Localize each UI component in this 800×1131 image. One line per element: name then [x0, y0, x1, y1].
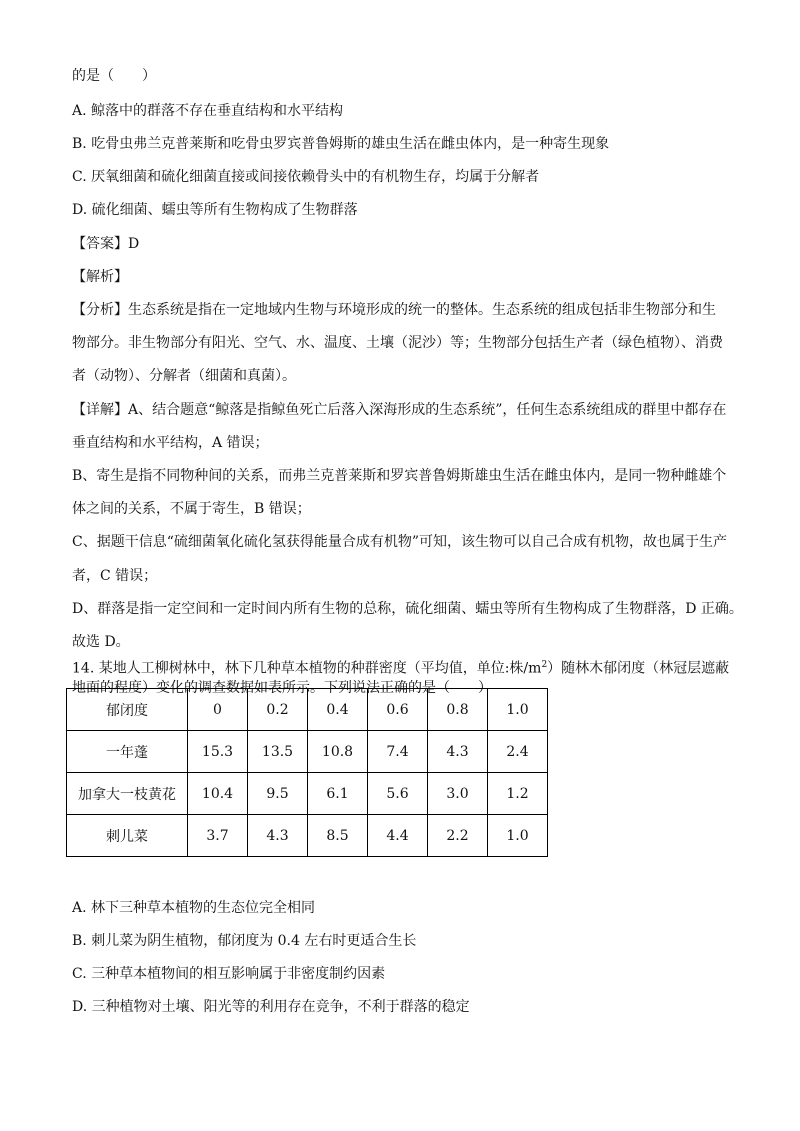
answer-line: 【答案】D — [72, 236, 140, 252]
table-cell: 10.8 — [308, 731, 368, 773]
detail-line: 垂直结构和水平结构，A 错误； — [72, 435, 269, 451]
table-cell: 3.7 — [188, 815, 248, 857]
table-cell: 10.4 — [188, 773, 248, 815]
detail-line: C、据题干信息“硫细菌氧化硫化氢获得能量合成有机物”可知，该生物可以自己合成有机物，故也属于生产 — [72, 534, 728, 550]
q14-stem-line-2: 地面的程度）变化的调查数据如表所示。下列说法正确的是（ ） — [72, 680, 492, 696]
table-header-cell: 0.4 — [308, 689, 368, 731]
option-d: D. 硫化细菌、蠕虫等所有生物构成了生物群落 — [72, 202, 358, 218]
q14-option-c: C. 三种草本植物间的相互影响属于非密度制约因素 — [72, 966, 386, 982]
table-cell: 2.4 — [488, 731, 548, 773]
table-row-label: 刺儿菜 — [67, 815, 188, 857]
detail-line: D、群落是指一定空间和一定时间内所有生物的总称，硫化细菌、蠕虫等所有生物构成了生物群落，D 正确。 — [72, 601, 743, 617]
table-cell: 6.1 — [308, 773, 368, 815]
q14-option-b: B. 刺儿菜为阴生植物，郁闭度为 0.4 左右时更适合生长 — [72, 933, 417, 949]
table-cell: 8.5 — [308, 815, 368, 857]
detail-line: B、寄生是指不同物种间的关系，而弗兰克普莱斯和罗宾普鲁姆斯雄虫生活在雌虫体内，是同一物种雌雄个 — [72, 468, 727, 484]
analysis-paragraph-line: 【分析】生态系统是指在一定地域内生物与环境形成的统一的整体。生态系统的组成包括非生物部分和生 — [72, 302, 716, 318]
table-cell: 5.6 — [368, 773, 428, 815]
table-header-cell: 0 — [188, 689, 248, 731]
q14-stem-text: 14. 某地人工柳树林中，林下几种草本植物的种群密度（平均值，单位:株/m — [72, 660, 542, 677]
analysis-heading: 【解析】 — [72, 269, 128, 285]
table-header-cell: 0.2 — [248, 689, 308, 731]
detail-line: 者，C 错误； — [72, 568, 158, 584]
table-cell: 4.3 — [428, 731, 488, 773]
q14-unit-superscript: 2 — [541, 660, 548, 670]
table-cell: 1.0 — [488, 815, 548, 857]
table-cell: 1.2 — [488, 773, 548, 815]
table-cell: 3.0 — [428, 773, 488, 815]
q14-option-d: D. 三种植物对土壤、阳光等的利用存在竞争，不利于群落的稳定 — [72, 999, 470, 1015]
table-cell: 13.5 — [248, 731, 308, 773]
q14-stem-text: ）随林木郁闭度（林冠层遮蔽 — [547, 660, 730, 677]
table-cell: 2.2 — [428, 815, 488, 857]
table-row — [67, 773, 548, 815]
table-cell: 9.5 — [248, 773, 308, 815]
detail-line: 体之间的关系，不属于寄生，B 错误； — [72, 501, 311, 517]
detail-line: 【详解】A、结合题意“鲸落是指鲸鱼死亡后落入深海形成的生态系统”，任何生态系统组成的群里中都存在 — [72, 402, 727, 418]
table-row — [67, 815, 548, 857]
density-table — [66, 688, 548, 857]
table-header-cell: 0.6 — [368, 689, 428, 731]
table-row-label: 加拿大一枝黄花 — [67, 773, 188, 815]
table-header-label: 郁闭度 — [67, 689, 188, 731]
question-stem-tail: 的是（ ） — [72, 68, 156, 84]
table-cell: 4.4 — [368, 815, 428, 857]
table-header-row — [67, 689, 548, 731]
analysis-paragraph-line: 物部分。非生物部分有阳光、空气、水、温度、土壤（泥沙）等；生物部分包括生产者（绿色植物）、消费 — [72, 335, 723, 351]
table-cell: 7.4 — [368, 731, 428, 773]
option-b: B. 吃骨虫弗兰克普莱斯和吃骨虫罗宾普鲁姆斯的雄虫生活在雌虫体内，是一种寄生现象 — [72, 136, 610, 152]
table-cell: 15.3 — [188, 731, 248, 773]
q14-stem-line-1 — [72, 655, 732, 679]
table-header-cell: 1.0 — [488, 689, 548, 731]
option-a: A. 鲸落中的群落不存在垂直结构和水平结构 — [72, 103, 344, 119]
detail-line: 故选 D。 — [72, 634, 130, 650]
option-c: C. 厌氧细菌和硫化细菌直接或间接依赖骨头中的有机物生存，均属于分解者 — [72, 169, 540, 185]
table-row-label: 一年蓬 — [67, 731, 188, 773]
q14-option-a: A. 林下三种草本植物的生态位完全相同 — [72, 900, 316, 916]
table-header-cell: 0.8 — [428, 689, 488, 731]
analysis-paragraph-line: 者（动物）、分解者（细菌和真菌）。 — [72, 368, 296, 384]
table-cell: 4.3 — [248, 815, 308, 857]
table-row — [67, 731, 548, 773]
